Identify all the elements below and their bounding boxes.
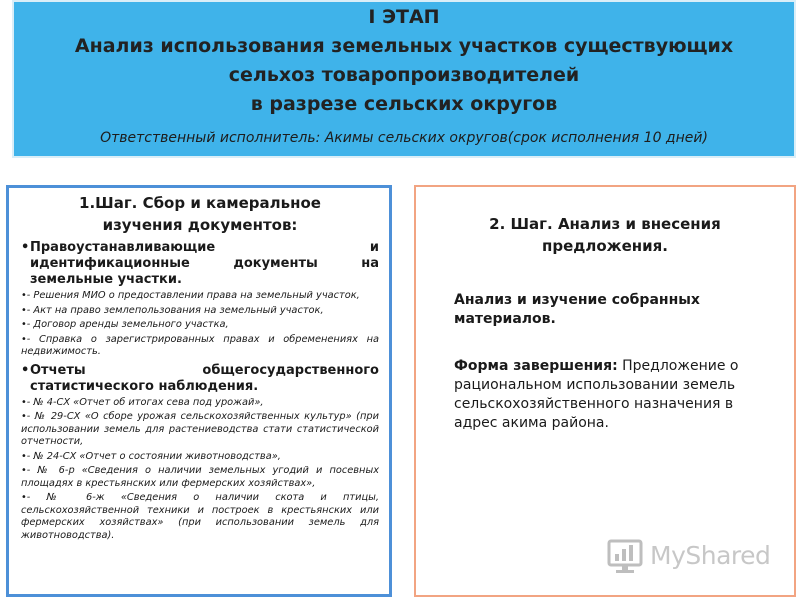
list-item-text: - Справка о зарегистрированных правах и обременениях на недвижимость. xyxy=(21,333,379,357)
header-title-line: сельхоз товаропроизводителей xyxy=(228,64,580,86)
analysis-text: Анализ и изучение собранных материалов. xyxy=(454,292,700,327)
step1-panel xyxy=(6,185,392,597)
list-item-text: - Решения МИО о предоставлении права на земельный участок, xyxy=(26,290,360,301)
list-item: •- № 6-р «Сведения о наличии земельных угодий и посевных площадях в крестьянских или фермерских хозяйствах», xyxy=(21,465,379,489)
step1-title-line: 1.Шаг. Сбор и камеральное xyxy=(79,194,321,212)
header-title-line: в разрезе сельских округов xyxy=(250,93,558,115)
step1-title xyxy=(21,192,379,236)
list-item: •- Решения МИО о предоставлении права на земельный участок, xyxy=(21,290,360,301)
list-item-text: - № 6-ж «Сведения о наличии скота и птицы, сельскохозяйственной техники и построек в крестьянских или фермерских хозяйствах» (при использовании земель для животноводства). xyxy=(21,492,379,541)
list-item-text: - № 4-СХ «Отчет об итогах сева под урожай», xyxy=(26,396,264,408)
list-item: •- № 24-СХ «Отчет о состоянии животноводства», xyxy=(21,450,281,462)
step2-panel xyxy=(414,185,796,597)
watermark xyxy=(606,538,776,574)
completion-form-body: Предложение о рациональном использовании земель сельскохозяйственного назначения в адрес акима района. xyxy=(454,358,739,431)
list-item-text: - Договор аренды земельного участка, xyxy=(26,319,229,330)
list-item: •- № 29-СХ «О сборе урожая сельскохозяйственных культур» (при использовании земель для растениеводства стати статистической отчетности, xyxy=(21,411,379,447)
bullet-title-documents: • Правоустанавливающие и идентификационные документы на земельные участки. xyxy=(21,240,379,288)
list-item: •- Акт на право землепользования на земельный участок, xyxy=(21,304,324,316)
list-item: •- Договор аренды земельного участка, xyxy=(21,319,229,330)
myshared-logo-icon xyxy=(606,538,646,574)
bullet-title-reports: • Отчеты общегосударственного статистического наблюдения. xyxy=(21,363,379,395)
header-title-line: Анализ использования земельных участков существующих xyxy=(74,35,734,57)
step2-title-line: предложения. xyxy=(542,237,668,255)
list-item-text: - № 6-р «Сведения о наличии земельных угодий и посевных площадях в крестьянских или фермерских хозяйствах», xyxy=(21,465,379,489)
header-subtitle: Ответственный исполнитель: Акимы сельских округов(срок исполнения 10 дней) xyxy=(100,130,708,146)
list-item: •- № 4-СХ «Отчет об итогах сева под урожай», xyxy=(21,396,264,408)
watermark-text: MyShared xyxy=(650,541,771,570)
list-item: •- Справка о зарегистрированных правах и обременениях на недвижимость. xyxy=(21,333,379,357)
list-item-text: - № 24-СХ «Отчет о состоянии животноводства», xyxy=(26,450,281,462)
list-item-text: - Акт на право землепользования на земельный участок, xyxy=(26,304,324,316)
step2-title xyxy=(416,213,794,257)
completion-form-text xyxy=(454,357,774,433)
list-item: •- № 6-ж «Сведения о наличии скота и птицы, сельскохозяйственной техники и построек в крестьянских или фермерских хозяйствах» (при использовании земель для животноводства). xyxy=(21,492,379,541)
stage-label: I ЭТАП xyxy=(368,6,440,28)
completion-form-label: Форма завершения: xyxy=(454,358,618,374)
list-item-text: - № 29-СХ «О сборе урожая сельскохозяйственных культур» (при использовании земель для растениеводства стати статистической отчетности, xyxy=(21,411,379,447)
step2-title-line: 2. Шаг. Анализ и внесения xyxy=(489,215,721,233)
header-title xyxy=(14,32,794,119)
step1-title-line: изучения документов: xyxy=(102,216,298,234)
stage-header xyxy=(12,0,796,158)
